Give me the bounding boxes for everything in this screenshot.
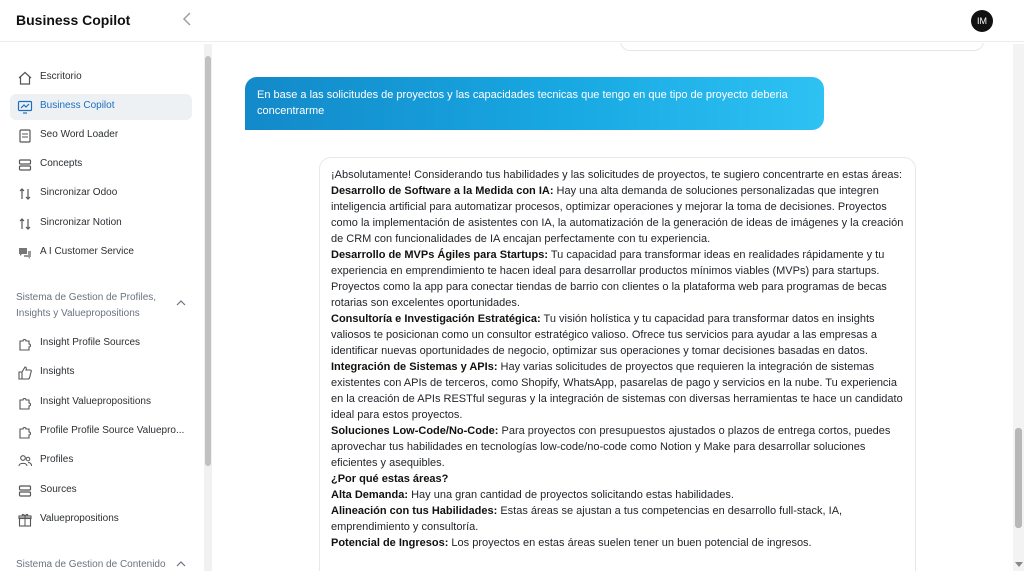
reason-text: Los proyectos en estas áreas suelen tener un buen potencial de ingresos. <box>448 537 812 549</box>
reason-title: Alineación con tus Habilidades: <box>331 505 498 517</box>
point-title: Desarrollo de Software a la Medida con IA: <box>331 185 554 197</box>
user-message-bubble <box>245 77 824 130</box>
sidebar-item-label: Insights <box>40 366 75 377</box>
sidebar-item-label: Valuepropositions <box>40 513 119 524</box>
previous-message-bubble <box>620 43 984 51</box>
reason-item <box>331 487 905 503</box>
sidebar-item-sources[interactable] <box>10 478 192 504</box>
point-title: Integración de Sistemas y APIs: <box>331 361 498 373</box>
reason-text: Estas áreas se ajustan a tus competencias en desarrollo full-stack, IA, emprendimiento y consultoría. <box>331 505 843 533</box>
point-text: Hay varias solicitudes de proyectos que requieren la integración de sistemas existentes con APIs de terceros, como Shopify, WhatsApp, pasarelas de pago y servicios en la nube. Tu experiencia en la creación de APIs RESTful seguras y la integración de sistemas con diversas herramientas te hace un candidato ideal para estos proyectos. <box>331 361 903 421</box>
sidebar-item-label: Sources <box>40 484 77 495</box>
assistant-point <box>331 311 905 359</box>
app-title: Business Copilot <box>16 12 131 28</box>
sidebar-item-valuepropositions[interactable] <box>10 507 192 533</box>
stack-icon <box>17 483 33 499</box>
puzzle-icon <box>17 424 33 440</box>
sidebar-item-sincronizar-notion[interactable] <box>10 211 192 237</box>
sidebar-item-insights[interactable] <box>10 360 192 386</box>
point-title: Soluciones Low-Code/No-Code: <box>331 425 499 437</box>
user-message-text: En base a las solicitudes de proyectos y las capacidades tecnicas que tengo en que tipo de proyecto deberia concentrarme <box>257 89 788 117</box>
thumbs-up-icon <box>17 365 33 381</box>
chevron-up-icon[interactable] <box>176 299 186 310</box>
assistant-message-bubble <box>319 157 916 571</box>
sidebar-item-label: Profile Profile Source Valuepro... <box>40 425 185 436</box>
sidebar-item-label: Sincronizar Odoo <box>40 187 118 198</box>
assistant-point <box>331 359 905 423</box>
sidebar-item-business-copilot[interactable] <box>10 94 192 120</box>
why-heading <box>331 471 905 487</box>
assistant-point <box>331 247 905 311</box>
sidebar-item-insight-profile-sources[interactable] <box>10 331 192 357</box>
sidebar-item-label: A I Customer Service <box>40 246 134 257</box>
home-icon <box>17 70 33 86</box>
point-text: Hay una alta demanda de soluciones personalizadas que integren inteligencia artificial para automatizar procesos, optimizar operaciones y mejorar la toma de decisiones. Proyectos como la implementación de asistentes con IA, la automatización de la generación de ideas de imágenes y la creación de CRM con funcionalidades de IA encajan perfectamente con tu experiencia. <box>331 185 904 245</box>
reason-title: Potencial de Ingresos: <box>331 537 449 549</box>
sidebar-item-label: Seo Word Loader <box>40 129 119 140</box>
point-text: Tu visión holística y tu capacidad para transformar datos en insights valiosos te posicionan como un consultor estratégico valioso. Ofrece tus servicios para ayudar a las empresas a identificar nuevas oportunidades de negocio, optimizar sus operaciones y tomar decisiones basadas en datos. <box>331 313 877 357</box>
puzzle-icon <box>17 395 33 411</box>
chat-area <box>212 43 1012 571</box>
document-icon <box>17 128 33 144</box>
point-title: Desarrollo de MVPs Ágiles para Startups: <box>331 249 549 261</box>
reason-item <box>331 503 905 535</box>
point-text: Para proyectos con presupuestos ajustados o plazos de entrega cortos, puedes aprovechar tus habilidades en tecnologías low-code/no-code como Notion y Make para desarrollar soluciones eficientes y asequibles. <box>331 425 891 469</box>
sidebar-item-profiles[interactable] <box>10 448 192 474</box>
sidebar-item-label: Business Copilot <box>40 100 115 111</box>
avatar[interactable]: IM <box>971 10 993 32</box>
assistant-point <box>331 423 905 471</box>
why-title: ¿Por qué estas áreas? <box>331 473 449 485</box>
section-title-contenido: Sistema de Gestion de Contenido <box>16 559 166 570</box>
sync-arrows-icon <box>17 216 33 232</box>
sidebar-scrollbar-thumb[interactable] <box>205 56 211 466</box>
puzzle-icon <box>17 336 33 352</box>
section-title-profiles: Sistema de Gestion de Profiles, Insights y Valuepropositions <box>16 292 157 319</box>
sync-arrows-icon <box>17 186 33 202</box>
assistant-message-text <box>331 167 905 551</box>
sidebar-item-label: Insight Profile Sources <box>40 337 141 348</box>
sidebar-item-ai-customer-service[interactable] <box>10 240 192 266</box>
sidebar-item-concepts[interactable] <box>10 152 192 178</box>
sidebar-item-label: Escritorio <box>40 71 82 82</box>
sidebar-item-escritorio[interactable] <box>10 65 192 91</box>
reason-item <box>331 535 905 551</box>
chat-bubbles-icon <box>17 245 33 261</box>
gift-icon <box>17 512 33 528</box>
sidebar-item-label: Concepts <box>40 158 83 169</box>
sidebar-item-label: Profiles <box>40 454 74 465</box>
scroll-down-arrow-icon[interactable] <box>1015 562 1023 567</box>
users-icon <box>17 453 33 469</box>
sidebar-item-seo-word-loader[interactable] <box>10 123 192 149</box>
main-scrollbar-thumb[interactable] <box>1015 428 1022 528</box>
sidebar-item-label: Sincronizar Notion <box>40 217 122 228</box>
assistant-point <box>331 183 905 247</box>
stack-icon <box>17 157 33 173</box>
assistant-intro: ¡Absolutamente! Considerando tus habilidades y las solicitudes de proyectos, te sugiero concentrarte en estas áreas: <box>331 169 903 181</box>
sidebar-item-profile-profile-source-valueprop[interactable] <box>10 419 192 445</box>
sidebar <box>0 43 202 571</box>
top-bar <box>0 0 1024 42</box>
sidebar-item-label: Insight Valuepropositions <box>40 396 151 407</box>
sidebar-item-sincronizar-odoo[interactable] <box>10 181 192 207</box>
reason-title: Alta Demanda: <box>331 489 409 501</box>
chevron-up-icon[interactable] <box>176 560 186 571</box>
collapse-sidebar-icon[interactable] <box>181 11 197 29</box>
reason-text: Hay una gran cantidad de proyectos solicitando estas habilidades. <box>408 489 734 501</box>
point-title: Consultoría e Investigación Estratégica: <box>331 313 541 325</box>
point-text: Tu capacidad para transformar ideas en realidades rápidamente y tu experiencia en emprendimiento te hacen ideal para desarrollar productos mínimos viables (MVPs) para startups. Proyectos como la app para conectar tiendas de barrio con clientes o la plataforma web para programas de becas rotarias son excelentes oportunidades. <box>331 249 887 309</box>
sidebar-item-insight-valuepropositions[interactable] <box>10 390 192 416</box>
chart-monitor-icon <box>17 99 33 115</box>
